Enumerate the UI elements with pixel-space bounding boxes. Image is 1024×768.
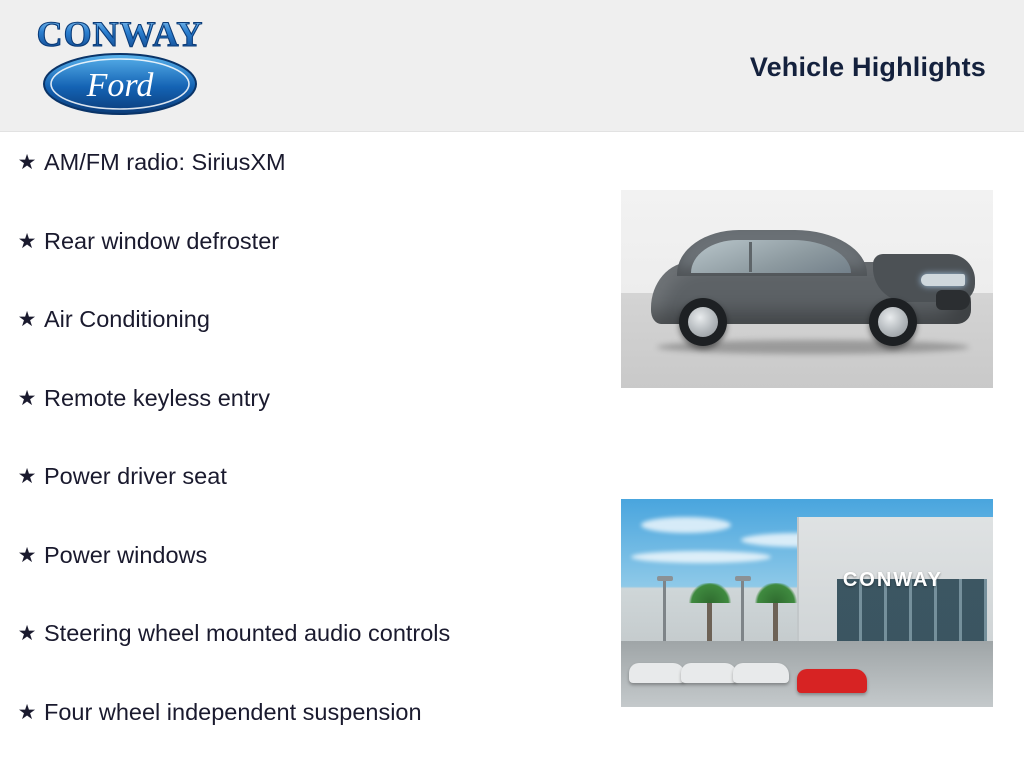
star-icon: ★ xyxy=(17,229,37,253)
header-bar xyxy=(0,0,1024,132)
star-icon: ★ xyxy=(17,543,37,567)
cloud xyxy=(631,551,771,563)
feature-label: Steering wheel mounted audio controls xyxy=(44,620,451,646)
palm-tree-fronds xyxy=(687,583,733,603)
palm-tree-trunk xyxy=(707,599,712,647)
lot-vehicle-red xyxy=(797,669,867,693)
star-icon: ★ xyxy=(17,700,37,724)
list-item xyxy=(10,148,610,227)
palm-tree-fronds xyxy=(753,583,799,603)
feature-label: AM/FM radio: SiriusXM xyxy=(44,149,286,175)
palm-tree-trunk xyxy=(773,599,778,647)
front-wheel xyxy=(869,298,917,346)
svg-text:Ford: Ford xyxy=(86,67,154,104)
star-icon: ★ xyxy=(17,386,37,410)
feature-label: Air Conditioning xyxy=(44,306,210,332)
lamp-head xyxy=(735,576,751,581)
star-icon: ★ xyxy=(17,465,37,488)
headlight xyxy=(921,274,965,286)
conway-ford-logo xyxy=(20,8,220,123)
logo-graphic xyxy=(20,8,220,123)
cloud xyxy=(641,517,731,533)
list-item xyxy=(10,462,610,541)
star-icon: ★ xyxy=(17,151,37,174)
dealership-photo xyxy=(621,499,993,707)
list-item xyxy=(10,227,610,306)
lamp-post xyxy=(663,579,666,641)
feature-label: Remote keyless entry xyxy=(44,384,270,411)
star-icon: ★ xyxy=(17,308,37,331)
star-icon: ★ xyxy=(17,622,37,645)
vehicle-photo xyxy=(621,190,993,388)
feature-label: Rear window defroster xyxy=(44,227,280,254)
feature-label: Power driver seat xyxy=(44,463,227,489)
list-item xyxy=(10,541,610,620)
rear-wheel xyxy=(679,298,727,346)
lamp-post xyxy=(741,579,744,641)
lamp-head xyxy=(657,576,673,581)
lot-vehicle xyxy=(629,663,685,683)
list-item xyxy=(10,619,610,698)
lot-vehicle xyxy=(681,663,737,683)
feature-label: Power windows xyxy=(44,541,208,568)
feature-label: Four wheel independent suspension xyxy=(44,698,422,725)
list-item xyxy=(10,384,610,463)
grille xyxy=(936,290,970,310)
vehicle-highlights-list xyxy=(10,148,610,768)
dealership-sign-text: CONWAY xyxy=(842,569,943,591)
list-item xyxy=(10,305,610,384)
list-item xyxy=(10,698,610,768)
svg-text:CONWAY: CONWAY xyxy=(36,14,204,54)
page-title: Vehicle Highlights xyxy=(749,52,986,82)
lot-vehicle xyxy=(733,663,789,683)
